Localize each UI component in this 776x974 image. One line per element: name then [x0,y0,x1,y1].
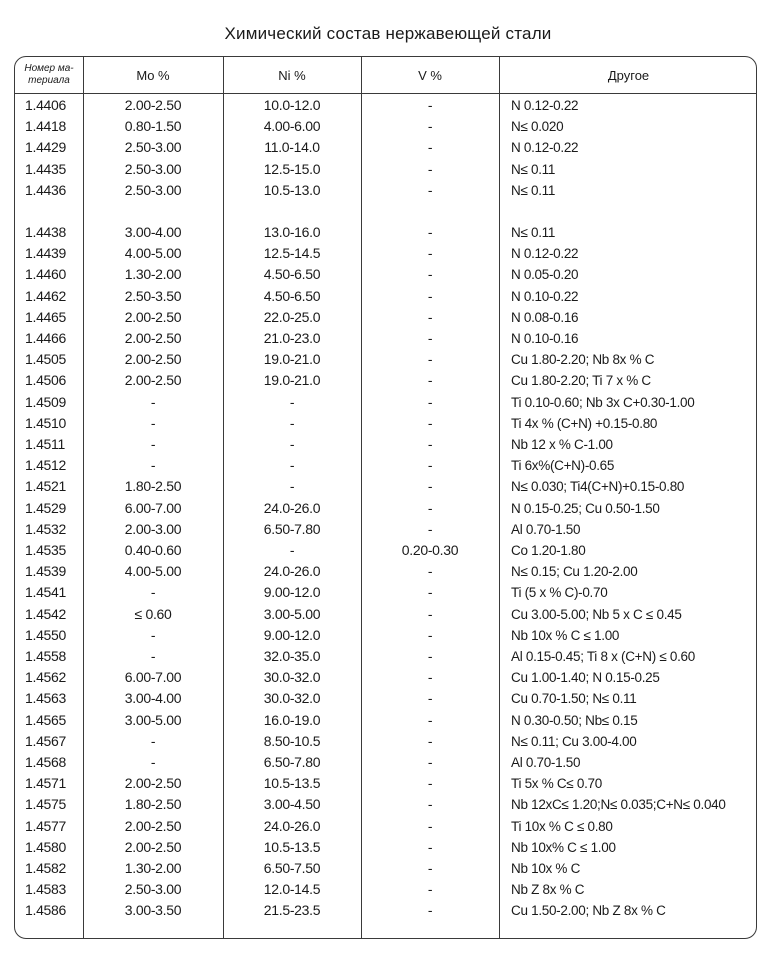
other-cell: Ti 5x % C≤ 0.70 [511,776,602,792]
mo-cell: 0.40-0.60 [124,542,182,558]
mo-cell: 3.00-4.00 [124,224,182,240]
material-number-cell: 1.4466 [25,330,67,346]
other-cell: Cu 0.70-1.50; N≤ 0.11 [511,691,637,707]
material-number-cell: 1.4542 [25,605,67,622]
mo-cell: - [150,626,156,643]
other-cell: N≤ 0.15; Cu 1.20-2.00 [511,564,638,580]
material-number-cell: 1.4539 [25,563,67,580]
composition-table [14,56,757,939]
table-row [15,434,756,455]
other-cell: Nb 10x% C ≤ 1.00 [511,839,616,855]
mo-cell: 2.00-2.50 [124,330,182,346]
v-cell: - [427,414,433,431]
ni-cell: 4.00-6.00 [263,118,321,135]
other-cell: N 0.05-0.20 [511,267,579,283]
ni-cell: - [289,542,295,558]
material-number-cell: 1.4436 [25,181,67,198]
table-row [15,752,756,773]
other-cell: N 0.15-0.25; Cu 0.50-1.50 [511,500,660,516]
table-row [15,688,756,709]
table-row [15,455,756,476]
v-cell: - [427,436,433,452]
other-cell: Ti 10x % C ≤ 0.80 [511,818,613,834]
table-row [15,540,756,561]
table-row [15,222,756,243]
mo-cell: 2.00-2.50 [124,351,182,368]
ni-cell: - [289,478,295,495]
other-cell: Cu 1.00-1.40; N 0.15-0.25 [511,670,660,686]
mo-cell: 2.00-2.50 [124,817,182,834]
v-cell: - [427,224,433,240]
material-number-cell: 1.4575 [25,796,67,813]
v-cell: - [427,711,433,728]
v-cell: - [427,817,433,834]
ni-cell: - [289,414,295,431]
ni-cell: 10.5-13.5 [263,838,321,855]
table-row [15,498,756,519]
material-number-cell: 1.4510 [25,414,67,431]
ni-cell: 24.0-26.0 [263,817,321,834]
v-cell: - [427,160,433,177]
table-row [15,646,756,667]
mo-cell: 2.50-3.00 [124,160,182,177]
header-v: V % [418,67,442,83]
table-row [15,476,756,497]
table-row [15,286,756,307]
ni-cell: 6.50-7.50 [263,860,321,876]
material-number-cell: 1.4577 [25,817,67,834]
material-number-cell: 1.4439 [25,245,67,262]
other-cell: Nb 12xC≤ 1.20;N≤ 0.035;C+N≤ 0.040 [511,797,726,813]
ni-cell: 8.50-10.5 [263,732,321,749]
material-number-cell: 1.4582 [25,860,67,876]
v-cell: - [427,139,433,156]
ni-cell: 19.0-21.0 [263,372,321,389]
table-row [15,116,756,137]
ni-cell: 32.0-35.0 [263,648,321,664]
header-ni: Ni % [278,67,306,83]
material-number-cell: 1.4583 [25,881,67,898]
other-cell: N 0.12-0.22 [511,246,579,262]
mo-cell: 2.00-2.50 [124,838,182,855]
table-row [15,858,756,879]
other-cell: N 0.10-0.16 [511,331,579,346]
material-number-cell: 1.4571 [25,775,67,792]
v-cell: - [427,732,433,749]
material-number-cell: 1.4460 [25,266,67,283]
header-material-number-line2: териала [28,75,70,86]
mo-cell: 6.00-7.00 [124,499,182,516]
other-cell: Cu 3.00-5.00; Nb 5 x C ≤ 0.45 [511,606,682,622]
other-cell: Co 1.20-1.80 [511,543,586,558]
mo-cell: - [150,393,156,410]
material-number-cell: 1.4586 [25,902,67,919]
material-number-cell: 1.4462 [25,287,67,304]
v-cell: - [427,266,433,283]
mo-cell: 2.00-2.50 [124,308,182,325]
material-number-cell: 1.4506 [25,372,67,389]
v-cell: - [427,457,433,474]
material-number-cell: 1.4418 [25,118,67,135]
ni-cell: 21.0-23.0 [263,330,321,346]
v-cell: - [427,775,433,792]
v-cell: - [427,563,433,580]
mo-cell: ≤ 0.60 [134,605,172,622]
ni-cell: 16.0-19.0 [263,711,321,728]
other-cell: Nb 10x % C [511,861,581,876]
other-cell: N 0.12-0.22 [511,140,579,156]
mo-cell: 1.80-2.50 [124,478,182,495]
material-number-cell: 1.4429 [25,139,67,156]
other-cell: Ti 4x % (C+N) +0.15-0.80 [511,415,658,431]
material-number-cell: 1.4505 [25,351,67,368]
v-cell: - [427,478,433,495]
mo-cell: - [150,648,156,664]
other-cell: Ti (5 x % C)-0.70 [511,585,608,601]
mo-cell: - [150,457,156,474]
table-row [15,561,756,582]
v-cell: - [427,754,433,770]
material-number-cell: 1.4511 [25,436,65,452]
v-cell: - [427,287,433,304]
mo-cell: 2.50-3.00 [124,139,182,156]
mo-cell: - [150,436,156,452]
ni-cell: 4.50-6.50 [263,266,321,283]
v-cell: - [427,796,433,813]
other-cell: Ti 0.10-0.60; Nb 3x C+0.30-1.00 [511,394,695,410]
table-row [15,710,756,731]
mo-cell: - [150,584,156,601]
table-row [15,900,756,921]
other-cell: N≤ 0.11; Cu 3.00-4.00 [511,733,637,749]
other-cell: N≤ 0.11 [511,161,556,177]
v-cell: - [427,690,433,707]
material-number-cell: 1.4580 [25,838,67,855]
material-number-cell: 1.4438 [25,224,67,240]
ni-cell: 3.00-5.00 [263,605,321,622]
material-number-cell: 1.4563 [25,690,67,707]
other-cell: N 0.30-0.50; Nb≤ 0.15 [511,712,638,728]
v-cell: - [427,605,433,622]
other-cell: Al 0.15-0.45; Ti 8 x (C+N) ≤ 0.60 [511,649,695,664]
table-row [15,95,756,116]
table-row [15,604,756,625]
material-number-cell: 1.4541 [25,584,67,601]
v-cell: - [427,626,433,643]
material-number-cell: 1.4532 [25,520,67,537]
mo-cell: 2.00-3.00 [124,520,182,537]
material-number-cell: 1.4509 [25,393,67,410]
header-material-number-line1: Номер ма- [24,63,74,74]
mo-cell: - [150,414,156,431]
v-cell: 0.20-0.30 [401,542,459,558]
table-row [15,794,756,815]
other-cell: Cu 1.80-2.20; Nb 8x % C [511,352,655,368]
mo-cell: - [150,754,156,770]
v-cell: - [427,118,433,135]
v-cell: - [427,308,433,325]
mo-cell: 1.80-2.50 [124,796,182,813]
mo-cell: 2.00-2.50 [124,372,182,389]
material-number-cell: 1.4535 [25,542,67,558]
header-other: Другое [607,67,650,83]
ni-cell: 9.00-12.0 [263,626,321,643]
other-cell: N 0.10-0.22 [511,288,579,304]
other-cell: Al 0.70-1.50 [511,521,581,537]
ni-cell: 12.5-15.0 [263,160,321,177]
ni-cell: 24.0-26.0 [263,563,321,580]
material-number-cell: 1.4562 [25,669,67,686]
table-row [15,307,756,328]
ni-cell: 10.0-12.0 [263,97,321,113]
table-row [15,413,756,434]
table-row [15,837,756,858]
material-number-cell: 1.4521 [25,478,67,495]
table-row [15,159,756,180]
v-cell: - [427,584,433,601]
ni-cell: 9.00-12.0 [263,584,321,601]
mo-cell: 6.00-7.00 [124,669,182,686]
ni-cell: 3.00-4.50 [263,796,321,813]
ni-cell: - [289,436,295,452]
mo-cell: 2.50-3.00 [124,881,182,898]
v-cell: - [427,648,433,664]
table-row [15,773,756,794]
mo-cell: 1.30-2.00 [124,266,182,283]
mo-cell: 3.00-3.50 [124,902,182,919]
v-cell: - [427,181,433,198]
ni-cell: 24.0-26.0 [263,499,321,516]
mo-cell: 3.00-5.00 [124,711,182,728]
ni-cell: 30.0-32.0 [263,690,321,707]
v-cell: - [427,838,433,855]
table-row [15,392,756,413]
ni-cell: 11.0-14.0 [264,139,320,156]
table-row [15,137,756,158]
other-cell: Cu 1.80-2.20; Ti 7 x % C [511,373,651,389]
other-cell: N 0.08-0.16 [511,309,579,325]
header-mo: Mo % [136,67,170,83]
mo-cell: - [150,732,156,749]
header-divider [15,93,756,94]
material-number-cell: 1.4529 [25,499,67,516]
table-row [15,264,756,285]
table-row [15,349,756,370]
other-cell: N 0.12-0.22 [511,98,579,113]
ni-cell: 6.50-7.80 [263,754,321,770]
table-row [15,731,756,752]
other-cell: Nb 12 x % C-1.00 [511,437,613,452]
v-cell: - [427,372,433,389]
other-cell: Nb Z 8x % C [511,882,585,898]
table-row [15,180,756,201]
other-cell: Ti 6x%(C+N)-0.65 [511,458,615,474]
material-number-cell: 1.4465 [25,308,67,325]
v-cell: - [427,902,433,919]
table-row [15,816,756,837]
v-cell: - [427,245,433,262]
material-number-cell: 1.4568 [25,754,67,770]
material-number-cell: 1.4406 [25,97,67,113]
table-row [15,328,756,349]
ni-cell: 19.0-21.0 [263,351,321,368]
v-cell: - [427,351,433,368]
other-cell: Al 0.70-1.50 [511,755,581,770]
v-cell: - [427,881,433,898]
v-cell: - [427,393,433,410]
header-material-number [15,57,83,93]
other-cell: N≤ 0.020 [511,119,564,135]
v-cell: - [427,330,433,346]
table-row [15,519,756,540]
mo-cell: 0.80-1.50 [124,118,182,135]
v-cell: - [427,669,433,686]
material-number-cell: 1.4550 [25,626,67,643]
material-number-cell: 1.4512 [25,457,67,474]
mo-cell: 4.00-5.00 [124,563,182,580]
mo-cell: 1.30-2.00 [124,860,182,876]
table-row [15,370,756,391]
other-cell: N≤ 0.030; Ti4(C+N)+0.15-0.80 [511,479,685,495]
mo-cell: 2.50-3.50 [124,287,182,304]
ni-cell: - [289,457,295,474]
mo-cell: 3.00-4.00 [124,690,182,707]
table-row [15,243,756,264]
v-cell: - [427,499,433,516]
page-title: Химический состав нержавеющей стали [224,24,552,43]
ni-cell: 21.5-23.5 [263,902,321,919]
ni-cell: 12.5-14.5 [263,245,321,262]
other-cell: Nb 10x % C ≤ 1.00 [511,627,620,643]
material-number-cell: 1.4435 [25,160,67,177]
other-cell: N≤ 0.11 [511,225,556,240]
ni-cell: - [289,393,295,410]
mo-cell: 2.00-2.50 [124,775,182,792]
v-cell: - [427,97,433,113]
ni-cell: 12.0-14.5 [263,881,321,898]
ni-cell: 22.0-25.0 [263,308,321,325]
table-row [15,879,756,900]
other-cell: N≤ 0.11 [511,182,556,198]
material-number-cell: 1.4567 [25,732,67,749]
ni-cell: 10.5-13.5 [263,775,321,792]
material-number-cell: 1.4565 [25,711,67,728]
material-number-cell: 1.4558 [25,648,67,664]
mo-cell: 4.00-5.00 [124,245,182,262]
ni-cell: 4.50-6.50 [263,287,321,304]
mo-cell: 2.00-2.50 [124,97,182,113]
v-cell: - [427,520,433,537]
ni-cell: 6.50-7.80 [263,520,321,537]
other-cell: Cu 1.50-2.00; Nb Z 8x % C [511,903,666,919]
ni-cell: 10.5-13.0 [263,181,321,198]
mo-cell: 2.50-3.00 [124,181,182,198]
table-row [15,667,756,688]
v-cell: - [427,860,433,876]
table-row [15,582,756,603]
ni-cell: 13.0-16.0 [263,224,321,240]
ni-cell: 30.0-32.0 [263,669,321,686]
table-row [15,625,756,646]
